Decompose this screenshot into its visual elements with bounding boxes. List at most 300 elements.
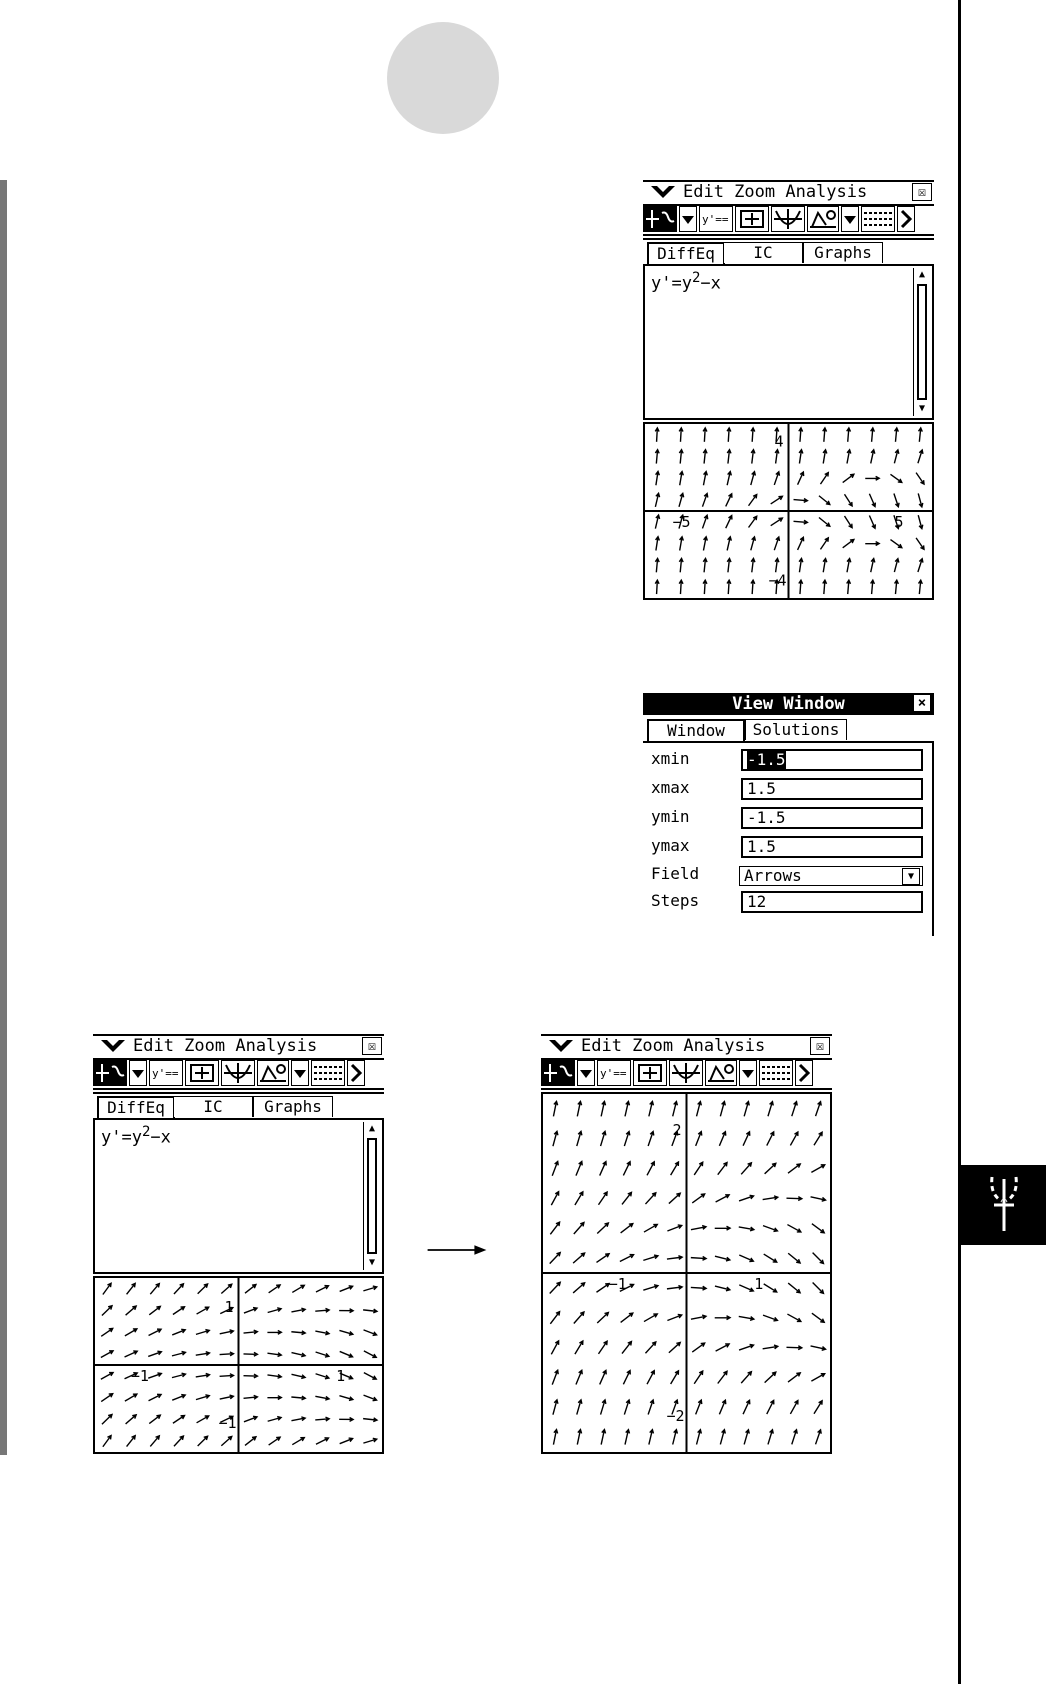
graph-button[interactable] — [221, 1060, 255, 1086]
slope-arrow — [751, 450, 755, 464]
slope-field-graph[interactable] — [93, 1276, 384, 1454]
slope-arrow — [598, 1192, 607, 1205]
dialog-edge — [932, 741, 934, 936]
zoom-box-button[interactable] — [185, 1060, 219, 1086]
dropdown-button[interactable] — [129, 1060, 147, 1086]
slope-arrow — [292, 1285, 304, 1292]
slope-arrow — [173, 1416, 185, 1424]
tab-solutions[interactable]: Solutions — [745, 719, 847, 740]
slope-arrow — [127, 1436, 136, 1447]
slope-arrow — [775, 558, 779, 572]
slope-arrow — [220, 1352, 234, 1356]
analysis-button[interactable] — [257, 1060, 289, 1086]
slope-arrow — [691, 1226, 706, 1230]
calculator-screen-1 — [643, 180, 934, 600]
slope-arrow — [623, 1371, 630, 1385]
slope-arrow — [315, 1396, 329, 1400]
slope-arrow — [221, 1437, 231, 1446]
slope-arrow — [655, 428, 659, 442]
slope-arrow — [220, 1330, 234, 1334]
slope-arrow — [621, 1313, 633, 1322]
slope-arrow — [597, 1312, 608, 1323]
slope-arrow — [916, 538, 924, 549]
slope-arrow — [739, 1344, 753, 1350]
slope-arrow — [774, 472, 779, 485]
slope-arrow — [575, 1341, 583, 1354]
slope-arrow — [679, 558, 683, 572]
view-window-dialog — [643, 693, 934, 936]
slope-arrow — [363, 1438, 376, 1443]
slope-arrow — [101, 1328, 112, 1336]
slope-arrow — [890, 474, 901, 482]
slope-arrow — [816, 1102, 822, 1116]
slope-arrow — [820, 473, 828, 485]
axis-tick-label: 5 — [894, 513, 904, 531]
slope-arrow — [622, 1342, 631, 1354]
slope-arrow — [918, 559, 923, 572]
slope-arrow — [316, 1374, 329, 1379]
scrollbar[interactable] — [913, 268, 930, 416]
slope-arrow — [697, 1430, 702, 1445]
slope-arrow — [656, 471, 660, 485]
dialog-title: View Window × — [643, 693, 934, 715]
slope-arrow — [792, 1430, 797, 1445]
slope-arrow — [625, 1430, 629, 1445]
slope-arrow — [149, 1394, 161, 1400]
slope-arrow — [765, 1163, 776, 1173]
slope-arrow — [197, 1307, 209, 1314]
slope-arrow — [577, 1101, 581, 1116]
slope-arrow — [149, 1329, 161, 1335]
slope-arrow — [771, 518, 783, 526]
dropdown-button[interactable] — [291, 1060, 309, 1086]
slope-arrow — [823, 450, 827, 464]
slope-arrow — [655, 558, 659, 572]
slope-arrow — [220, 1395, 234, 1399]
analysis-button[interactable] — [807, 206, 839, 232]
menu-chevron-icon[interactable] — [547, 1036, 575, 1056]
menu-chevron-icon[interactable] — [649, 182, 677, 202]
slope-arrow — [643, 1255, 658, 1260]
slope-arrow — [819, 496, 830, 505]
svg-text:y'==: y'== — [702, 213, 729, 226]
slope-arrow — [291, 1331, 305, 1335]
more-button[interactable] — [897, 206, 915, 232]
xmin-label: xmin — [651, 749, 690, 768]
slope-arrow — [702, 515, 707, 528]
slope-arrow — [150, 1284, 159, 1295]
slope-arrow — [692, 1343, 704, 1352]
slope-arrow — [671, 1371, 679, 1384]
close-icon[interactable]: ☒ — [362, 1037, 382, 1055]
slope-arrow — [764, 1254, 777, 1262]
tab-window[interactable]: Window — [647, 719, 745, 743]
graph-button[interactable] — [771, 206, 805, 232]
ymax-label: ymax — [651, 836, 690, 855]
slope-arrow — [703, 428, 707, 442]
axis-tick-label: 4 — [774, 432, 784, 451]
toolbar — [541, 1060, 832, 1090]
xmin-field[interactable]: -1.5 — [741, 749, 923, 771]
toolbar — [643, 206, 934, 236]
slope-arrow — [673, 1430, 678, 1445]
slope-arrow — [823, 559, 827, 573]
slope-arrow — [550, 1222, 559, 1234]
slope-arrow — [340, 1286, 353, 1292]
slope-arrow — [268, 1308, 281, 1313]
slope-arrow — [364, 1330, 377, 1335]
app-icon-button[interactable] — [93, 1060, 127, 1086]
slope-arrow — [811, 1374, 824, 1382]
zoom-box-button[interactable] — [633, 1060, 667, 1086]
close-icon[interactable]: ☒ — [912, 183, 932, 201]
tab-diffeq[interactable]: DiffEq — [97, 1096, 175, 1120]
slope-arrow — [198, 1436, 208, 1446]
slope-arrow — [196, 1373, 210, 1377]
slope-arrow — [339, 1396, 352, 1401]
slope-arrow — [339, 1309, 353, 1313]
slope-field-graph[interactable] — [541, 1092, 832, 1454]
slope-arrow — [624, 1131, 629, 1146]
slope-arrow — [743, 1132, 750, 1146]
slope-arrow — [788, 1253, 800, 1263]
slope-arrow — [894, 559, 898, 572]
menu-bar — [643, 180, 934, 206]
slope-arrow — [551, 1192, 558, 1205]
slope-arrow — [715, 1256, 730, 1261]
grid-button[interactable] — [861, 206, 895, 232]
slope-arrow — [172, 1373, 185, 1377]
slope-arrow — [643, 1285, 658, 1290]
slope-arrow — [149, 1415, 160, 1423]
scroll-down-icon[interactable]: ▼ — [368, 1257, 376, 1268]
slope-arrow — [823, 580, 827, 594]
graph-button[interactable] — [669, 1060, 703, 1086]
slope-arrow — [173, 1307, 185, 1315]
slope-arrow — [726, 494, 732, 507]
slope-arrow — [715, 1286, 730, 1291]
editor-tabs — [93, 1092, 384, 1120]
slope-arrow — [148, 1351, 161, 1356]
slope-arrow — [865, 476, 879, 480]
slope-arrow — [763, 1196, 778, 1200]
axis-tick-label: −4 — [768, 571, 787, 590]
slope-arrow — [550, 1282, 560, 1293]
left-margin-bar — [0, 180, 7, 1455]
slope-arrow — [655, 450, 659, 464]
slope-arrow — [767, 1132, 774, 1146]
slope-arrow — [814, 1401, 822, 1414]
slope-arrow — [269, 1285, 280, 1293]
more-button[interactable] — [795, 1060, 813, 1086]
close-icon[interactable]: ☒ — [810, 1037, 830, 1055]
slope-arrow — [697, 1102, 702, 1117]
slope-arrow — [574, 1223, 584, 1234]
axis-tick-label: 1 — [336, 1367, 346, 1385]
slope-arrow — [918, 580, 922, 594]
slope-arrow — [127, 1283, 136, 1294]
axis-tick-label: −1 — [608, 1275, 627, 1293]
slope-arrow — [647, 1162, 654, 1176]
slope-arrow — [196, 1352, 210, 1356]
slope-arrow — [765, 1372, 776, 1382]
slope-arrow — [267, 1396, 281, 1400]
arrow-right-icon — [408, 1244, 506, 1256]
slope-arrow — [739, 1255, 753, 1261]
slope-arrow — [648, 1400, 654, 1414]
slope-arrow — [715, 1316, 730, 1320]
menu-items[interactable]: Edit Zoom Analysis — [581, 1036, 766, 1056]
slope-arrow — [768, 1430, 773, 1445]
grid-button[interactable] — [311, 1060, 345, 1086]
equation-text[interactable]: $y'=y^2-x$ — [101, 1124, 171, 1148]
slope-arrow — [751, 558, 755, 572]
axis-tick-label: −5 — [672, 513, 691, 531]
slope-arrow — [799, 450, 803, 464]
slope-arrow — [813, 1283, 824, 1294]
scroll-thumb[interactable] — [917, 284, 927, 400]
slope-arrow — [771, 496, 783, 504]
slope-arrow — [267, 1330, 281, 1334]
slope-button[interactable] — [699, 206, 733, 232]
ymin-field[interactable]: -1.5 — [741, 807, 923, 829]
axis-tick-label: −2 — [666, 1407, 685, 1426]
slope-arrow — [596, 1284, 609, 1293]
slope-arrow — [813, 1253, 824, 1264]
slope-arrow — [316, 1352, 329, 1357]
slope-arrow — [702, 494, 707, 507]
slope-arrow — [679, 493, 684, 506]
scroll-thumb[interactable] — [367, 1138, 377, 1254]
slope-arrow — [749, 494, 757, 505]
slope-arrow — [751, 537, 756, 550]
tab-graphs[interactable]: Graphs — [803, 242, 883, 263]
slope-arrow — [573, 1283, 585, 1293]
slope-arrow — [694, 1371, 702, 1384]
slope-arrow — [703, 472, 707, 486]
slope-arrow — [763, 1315, 777, 1321]
slope-arrow — [767, 1400, 774, 1414]
slope-arrow — [316, 1438, 328, 1444]
slope-arrow — [291, 1308, 305, 1312]
slope-arrow — [788, 1283, 800, 1293]
scroll-up-icon[interactable]: ▲ — [918, 269, 926, 280]
slope-arrow — [576, 1370, 582, 1384]
slope-arrow — [798, 537, 804, 550]
calculator-screen-3 — [541, 1034, 832, 1454]
analysis-button[interactable] — [705, 1060, 737, 1086]
slope-arrow — [811, 1197, 826, 1201]
slope-arrow — [339, 1417, 353, 1421]
slope-arrow — [703, 450, 707, 464]
slope-arrow — [267, 1353, 281, 1357]
slope-arrow — [680, 537, 684, 551]
axis-tick-label: −1 — [130, 1367, 149, 1385]
equation-editor[interactable] — [93, 1118, 384, 1274]
slope-arrow — [820, 538, 828, 550]
ymax-field[interactable]: 1.5 — [741, 836, 923, 858]
tab-ic[interactable]: IC — [173, 1096, 253, 1117]
slope-arrow — [844, 516, 852, 528]
slope-arrow — [788, 1373, 800, 1382]
slope-arrow — [574, 1312, 584, 1323]
slope-arrow — [315, 1308, 329, 1312]
slope-arrow — [764, 1284, 777, 1292]
slope-arrow — [811, 1346, 826, 1350]
slope-arrow — [316, 1286, 328, 1292]
slope-arrow — [741, 1372, 751, 1383]
slope-arrow — [916, 473, 924, 484]
slope-arrow — [292, 1353, 306, 1357]
calculator-screen-2 — [93, 1034, 384, 1454]
slope-arrow — [727, 472, 731, 486]
slope-arrow — [103, 1283, 111, 1294]
equation-text[interactable]: $y'=y^2-x$ — [651, 270, 721, 294]
xmax-field[interactable]: 1.5 — [741, 778, 923, 800]
axis-tick-label: 1 — [754, 1275, 764, 1293]
slope-arrow — [671, 1162, 679, 1175]
slope-arrow — [598, 1341, 607, 1354]
grid-button[interactable] — [759, 1060, 793, 1086]
tab-ic[interactable]: IC — [723, 242, 803, 263]
slope-arrow — [125, 1394, 137, 1401]
slope-arrow — [268, 1417, 281, 1422]
slope-arrow — [655, 515, 659, 529]
svg-text:y'==: y'== — [152, 1067, 179, 1080]
slope-arrow — [741, 1163, 751, 1174]
slope-arrow — [102, 1415, 112, 1425]
slope-arrow — [269, 1437, 280, 1445]
slope-arrow — [551, 1341, 558, 1354]
slope-arrow — [101, 1351, 113, 1358]
slope-arrow — [244, 1308, 257, 1313]
slope-arrow — [340, 1438, 353, 1444]
slope-arrow — [667, 1225, 681, 1231]
slope-arrow — [812, 1224, 824, 1233]
slope-arrow — [799, 428, 803, 442]
slope-arrow — [844, 494, 852, 506]
slope-arrow — [727, 537, 731, 551]
more-button[interactable] — [347, 1060, 365, 1086]
slope-arrow — [786, 1346, 801, 1350]
slope-arrow — [918, 450, 923, 463]
dropdown-button[interactable] — [679, 206, 697, 232]
slope-arrow — [597, 1223, 608, 1234]
slope-arrow — [553, 1400, 558, 1415]
slope-arrow — [172, 1329, 185, 1335]
close-icon[interactable]: × — [914, 695, 930, 711]
tab-diffeq[interactable]: DiffEq — [647, 242, 725, 266]
slope-arrow — [696, 1132, 702, 1146]
dropdown-button[interactable] — [577, 1060, 595, 1086]
steps-field[interactable]: 12 — [741, 891, 923, 913]
slope-arrow — [692, 1194, 704, 1203]
scroll-up-icon[interactable]: ▲ — [368, 1123, 376, 1134]
slope-arrow — [577, 1430, 581, 1445]
chevron-down-icon[interactable]: ▼ — [902, 868, 920, 885]
slope-arrow — [790, 1401, 797, 1414]
field-label: Field — [651, 864, 700, 883]
slope-arrow — [751, 472, 756, 485]
menu-items[interactable]: Edit Zoom Analysis — [683, 182, 868, 202]
slope-arrow — [679, 428, 683, 442]
slope-arrow — [649, 1430, 654, 1445]
slope-arrow — [869, 516, 875, 529]
slope-arrow — [691, 1315, 706, 1319]
slope-arrow — [174, 1284, 183, 1294]
slope-arrow — [918, 428, 922, 442]
slope-arrow — [786, 1197, 801, 1201]
slope-button[interactable] — [149, 1060, 183, 1086]
slope-arrow — [292, 1438, 304, 1445]
chapter-tab — [960, 1165, 1046, 1245]
slope-arrow — [550, 1253, 560, 1264]
slope-arrow — [315, 1417, 329, 1421]
axes — [95, 1278, 382, 1452]
slope-arrow — [102, 1306, 112, 1316]
slope-arrow — [550, 1312, 559, 1324]
slope-arrow — [739, 1285, 753, 1291]
dropdown-button[interactable] — [739, 1060, 757, 1086]
tab-graphs[interactable]: Graphs — [253, 1096, 333, 1117]
slope-arrow — [869, 494, 875, 507]
slope-arrow — [552, 1370, 558, 1384]
slope-arrow — [656, 537, 660, 551]
steps-label: Steps — [651, 891, 700, 910]
slope-arrow — [894, 450, 898, 463]
slope-button[interactable] — [597, 1060, 631, 1086]
slope-arrow — [623, 1162, 630, 1176]
slope-arrow — [667, 1256, 682, 1260]
scroll-down-icon[interactable]: ▼ — [918, 403, 926, 414]
slope-arrow — [895, 580, 899, 594]
dropdown-button[interactable] — [841, 206, 859, 232]
app-icon-button[interactable] — [643, 206, 677, 232]
slope-arrow — [691, 1286, 706, 1290]
field-select[interactable]: Arrows ▼ — [739, 866, 923, 886]
slope-field-graph[interactable] — [643, 422, 934, 600]
slope-arrow — [918, 493, 923, 506]
slope-arrow — [125, 1329, 137, 1336]
slope-arrow — [552, 1161, 558, 1175]
slope-arrow — [126, 1306, 137, 1315]
slope-arrow — [101, 1394, 112, 1402]
menu-items[interactable]: Edit Zoom Analysis — [133, 1036, 318, 1056]
toolbar — [93, 1060, 384, 1090]
zoom-box-button[interactable] — [735, 206, 769, 232]
slope-arrow — [363, 1286, 376, 1291]
slope-arrow — [576, 1162, 582, 1176]
menu-chevron-icon[interactable] — [99, 1036, 127, 1056]
slope-arrow — [763, 1226, 777, 1232]
slope-arrow — [645, 1342, 655, 1353]
slope-arrow — [292, 1374, 306, 1378]
slope-arrow — [865, 542, 879, 546]
slope-arrow — [669, 1193, 680, 1203]
slope-arrow — [775, 450, 779, 464]
slope-arrow — [267, 1374, 281, 1378]
dialog-tabs — [643, 717, 934, 743]
slope-arrow — [553, 1101, 557, 1116]
slope-arrow — [644, 1224, 657, 1232]
slope-arrow — [196, 1395, 209, 1400]
slope-arrow — [149, 1306, 160, 1314]
slope-arrow — [150, 1436, 159, 1447]
equation-editor[interactable] — [643, 264, 934, 420]
slope-arrow — [751, 580, 755, 594]
app-icon-button[interactable] — [541, 1060, 575, 1086]
scrollbar[interactable] — [363, 1122, 380, 1270]
